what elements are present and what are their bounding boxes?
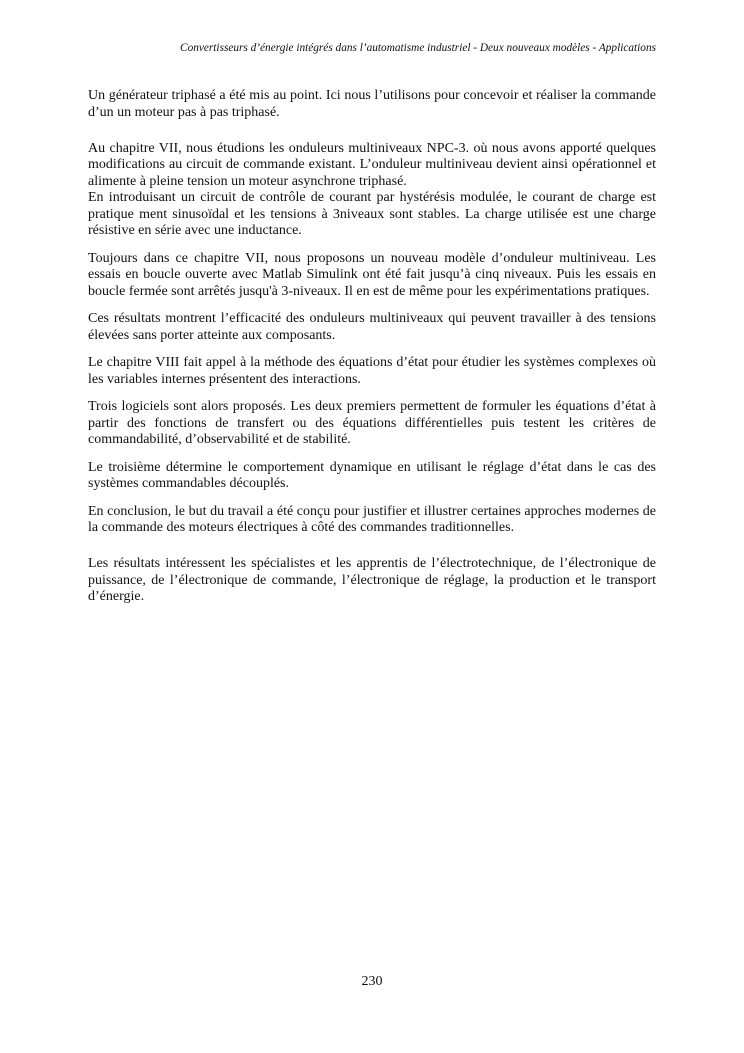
paragraph: Au chapitre VII, nous étudions les onduleurs multiniveaux NPC-3. où nous avons apporté quelques modifications au circuit de commande existant. L’onduleur multiniveau devient ainsi opérationnel et alimente à pleine tension un moteur asynchrone triphasé. xyxy=(88,140,656,189)
paragraph: Trois logiciels sont alors proposés. Les deux premiers permettent de formuler les équations d’état à partir des fonctions de transfert ou des équations différentielles puis testent les critères de commandabilité, d’observabilité et de stabilité. xyxy=(88,399,656,447)
paragraph: En introduisant un circuit de contrôle de courant par hystérésis modulée, le courant de charge est pratique ment sinusoïdal et les tensions à 3niveaux sont stables. La charge utilisée est une charge résistive en série avec une inductance. xyxy=(88,190,656,238)
paragraph: Les résultats intéressent les spécialistes et les apprentis de l’électrotechnique, de l’électronique de puissance, de l’électronique de commande, l’électronique de réglage, la production et le transport d’énergie. xyxy=(88,556,656,604)
paragraph: Le troisième détermine le comportement dynamique en utilisant le réglage d’état dans le cas des systèmes commandables découplés. xyxy=(88,459,656,491)
running-header: Convertisseurs d’énergie intégrés dans l’automatisme industriel - Deux nouveaux modèles - Applications xyxy=(180,42,656,54)
paragraph: Un générateur triphasé a été mis au point. Ici nous l’utilisons pour concevoir et réaliser la commande d’un un moteur pas à pas triphasé. xyxy=(88,88,656,120)
paragraph: Le chapitre VIII fait appel à la méthode des équations d’état pour étudier les systèmes complexes où les variables internes présentent des interactions. xyxy=(88,355,656,387)
paragraph: Ces résultats montrent l’efficacité des onduleurs multiniveaux qui peuvent travailler à des tensions élevées sans porter atteinte aux composants. xyxy=(88,311,656,343)
page-number: 230 xyxy=(361,974,383,989)
paragraph: Toujours dans ce chapitre VII, nous proposons un nouveau modèle d’onduleur multiniveau. Les essais en boucle ouverte avec Matlab Simulink ont été fait jusqu’à cinq niveaux. Puis les essais en boucle fermée sont arrêtés jusqu'à 3-niveaux. Il en est de même pour les expérimentations pratiques. xyxy=(88,250,656,299)
page-body xyxy=(88,88,656,606)
paragraph: En conclusion, le but du travail a été conçu pour justifier et illustrer certaines approches modernes de la commande des moteurs électriques à côté des commandes traditionnelles. xyxy=(88,503,656,535)
